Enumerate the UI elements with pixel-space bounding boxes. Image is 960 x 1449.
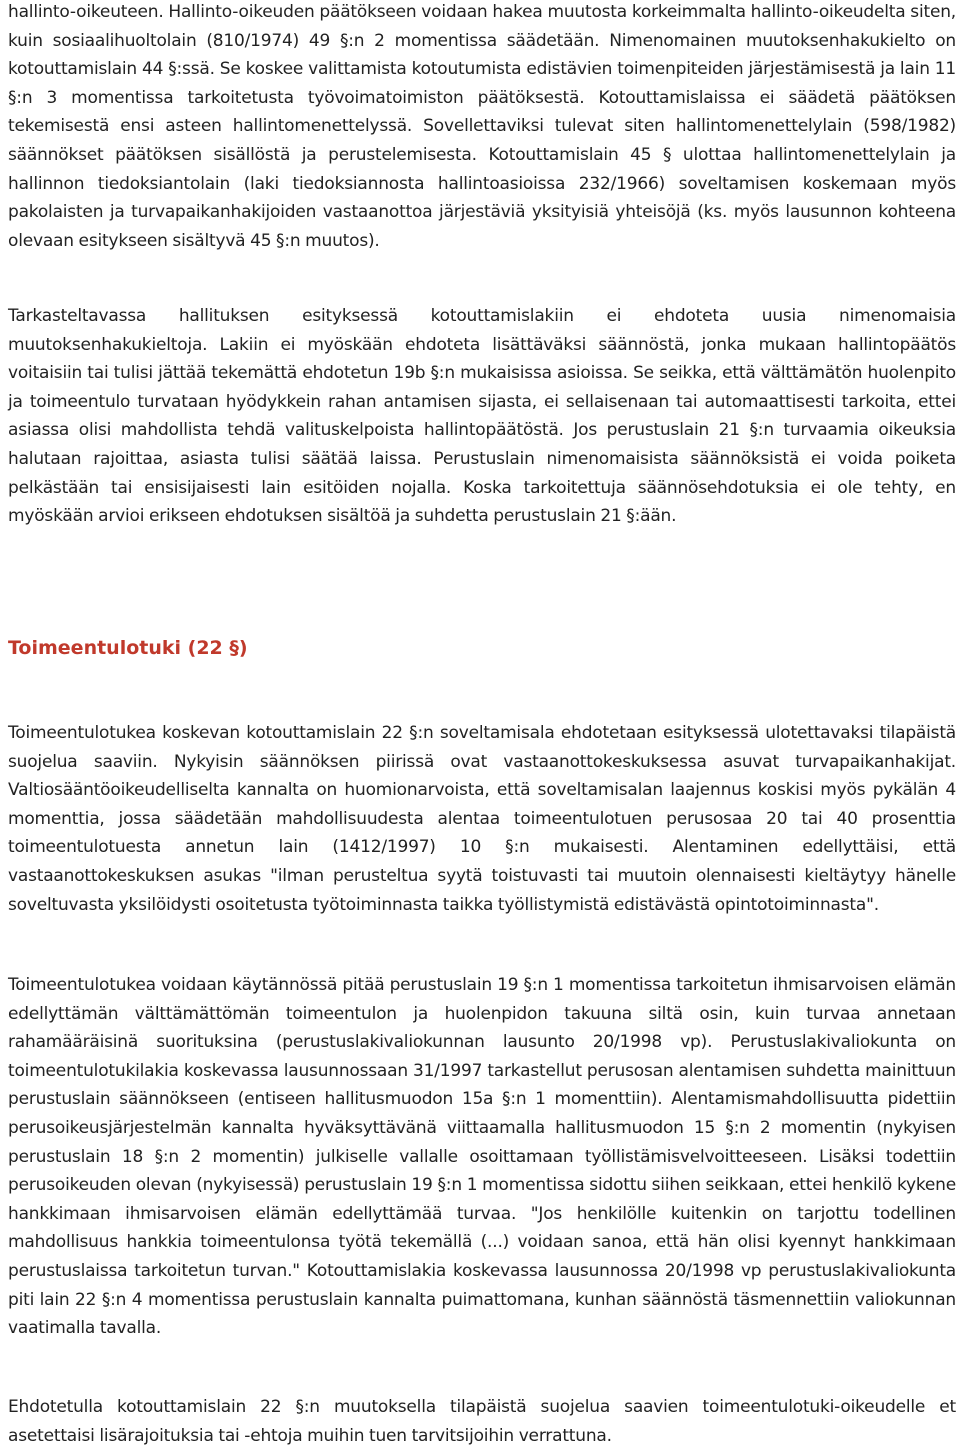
paragraph-appeal-procedure: hallinto-oikeuteen. Hallinto-oikeuden päätökseen voidaan hakea muutosta korkeimmalta hallinto-oikeudelta siten, kuin sosiaalihuoltolain (810/1974) 49 §:n 2 momentissa säädetään. Nimenomainen muutoksenhakukielto on kotouttamislain 44 §:ssä. Se koskee valittamista kotoutumista edistävien toimenpiteiden järjestämisestä ja lain 11 §:n 3 momentissa tarkoitetusta työvoimatoimiston päätöksestä. Kotouttamislaissa ei säädetä päätöksen tekemisestä ensi asteen hallintomenettelyssä. Sovellettaviksi tulevat siten hallintomenettelylain (598/1982) säännökset päätöksen sisällöstä ja perustelemisesta. Kotouttamislain 45 § ulottaa hallintomenettelylain ja hallinnon tiedoksiantolain (laki tiedoksiannosta hallintoasioissa 232/1966) soveltamisen koskemaan myös pakolaisten ja turvapaikanhakijoiden vastaanottoa järjestäviä yksityisiä yhteisöjä (ks. myös lausunnon kohteena olevaan esitykseen sisältyvä 45 §:n muutos). xyxy=(8,2,956,251)
section-heading: Toimeentulotuki (22 §) xyxy=(8,637,248,659)
paragraph-government-proposal: Tarkasteltavassa hallituksen esityksessä kotouttamislakiin ei ehdoteta uusia nimenomaisia muutoksenhakukieltoja. Lakiin ei myöskään ehdoteta lisättäväksi säännöstä, jonka mukaan hallintopäätös voitaisiin tai tulisi jättää tekemättä ehdotetun 19b §:n mukaisissa asioissa. Se seikka, että välttämätön huolenpito ja toimeentulo turvataan hyödykkein rahan antamisen sijasta, ei sellaisenaan tai automaattisesti tarkoita, ettei asiassa olisi mahdollista tehdä valituskelpoista hallintopäätöstä. Jos perustuslain 21 §:n turvaamia oikeuksia halutaan rajoittaa, asiasta tulisi säätää laissa. Perustuslain nimenomaisista säännöksistä ei voida poiketa pelkästään tai ensisijaisesti lain esitöiden nojalla. Koska tarkoitettuja säännösehdotuksia ei ole tehty, en myöskään arvioi erikseen ehdotuksen sisältöä ja suhdetta perustuslain 21 §:ään. xyxy=(8,306,956,527)
paragraph-income-support-scope: Toimeentulotukea koskevan kotouttamislain 22 §:n soveltamisala ehdotetaan esityksessä ulotettavaksi tilapäistä suojelua saaviin. Nykyisin säännöksen piirissä ovat vastaanottokeskuksessa asuvat turvapaikanhakijat. Valtiosääntöoikeudelliselta kannalta on huomionarvoista, että soveltamisalan laajennus koskisi myös pykälän 4 momenttia, jossa säädetään mahdollisuudesta alentaa toimeentulotuen perusosaa 20 tai 40 prosenttia toimeentulotuesta annetun lain (1412/1997) 10 §:n mukaisesti. Alentaminen edellyttäisi, että vastaanottokeskuksen asukas "ilman perusteltua syytä toistuvasti tai muutoin olennaisesti kieltäytyy hänelle soveltuvasta yksilöidysti osoitetusta työtoiminnasta taikka työllistymistä edistävästä opintotoiminnasta". xyxy=(8,723,956,915)
paragraph-constitutional-assessment: Toimeentulotukea voidaan käytännössä pitää perustuslain 19 §:n 1 momentissa tarkoitetun ihmisarvoisen elämän edellyttämän välttämättömän toimeentulon ja huolenpidon takuuna siltä osin, kuin turvaa annetaan rahamääräisinä suorituksina (perustuslakivaliokunnan lausunto 20/1998 vp). Perustuslakivaliokunta on toimeentulotukilakia koskevassa lausunnossaan 31/1997 tarkastellut perusosan alentamisen suhdetta mainittuun perustuslain säännökseen (entiseen hallitusmuodon 15a §:n 1 momenttiin). Alentamismahdollisuutta pidettiin perusoikeusjärjestelmän kannalta hyväksyttävänä viittaamalla hallitusmuodon 15 §:n 2 momentin (nykyisen perustuslain 18 §:n 2 momentin) julkiselle vallalle osoittamaan työllistämisvelvoitteeseen. Lisäksi todettiin perusoikeuden olevan (nykyisessä) perustuslain 19 §:n 1 momentissa sidottu siihen seikkaan, ettei henkilö kykene hankkimaan ihmisarvoisen elämän edellyttämää turvaa. "Jos henkilölle kuitenkin on tarjottu todellinen mahdollisuus hankkia toimeentulonsa työtä tekemällä (...) voidaan sanoa, että hän olisi kyennyt hankkimaan perustuslaissa tarkoitetun turvan." Kotouttamislakia koskevassa lausunnossa 20/1998 vp perustuslakivaliokunta piti lain 22 §:n 4 momentissa perustuslain kannalta puimattomana, kunhan säännöstä täsmennettiin valiokunnan vaatimalla tavalla. xyxy=(8,975,956,1339)
paragraph-proposed-amendment: Ehdotetulla kotouttamislain 22 §:n muutoksella tilapäistä suojelua saavien toimeentulotuki-oikeudelle et asetettaisi lisärajoituksia tai -ehtoja muihin tuen tarvitsijoihin verrattuna. xyxy=(8,1397,956,1446)
